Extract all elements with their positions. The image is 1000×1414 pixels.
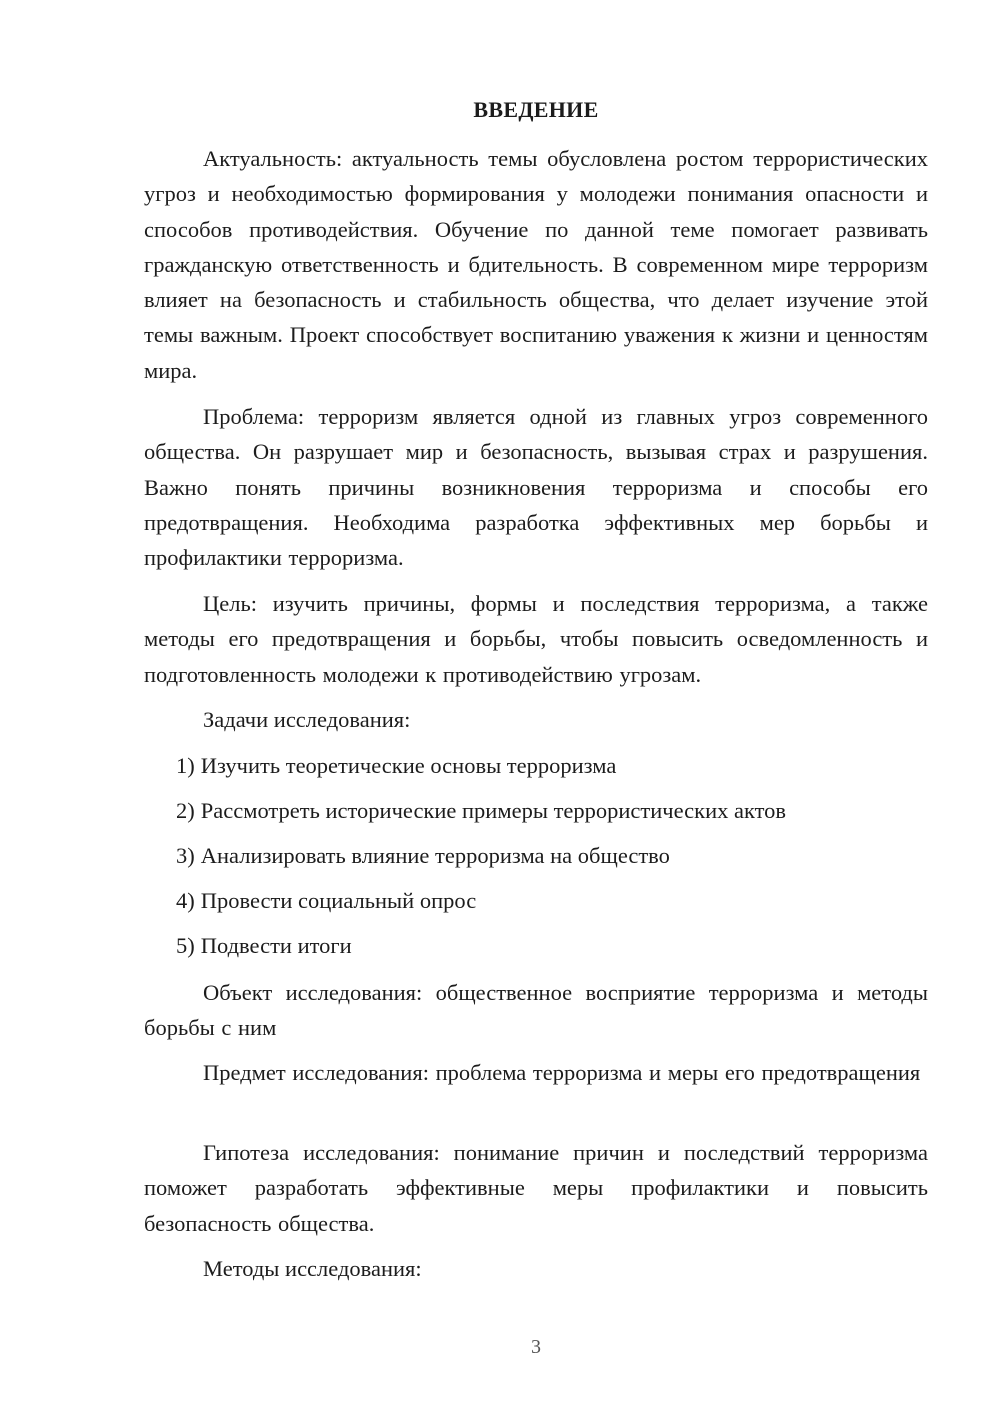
relevance-paragraph: Актуальность: актуальность темы обусловлена ростом террористических угроз и необходимостью формирования у молодежи понимания опасности и способов противодействия. Обучение по данной теме помогает развивать гражданскую ответственность и бдительность. В современном мире терроризм влияет на безопасность и стабильность общества, что делает изучение этой темы важным. Проект способствует воспитанию уважения к жизни и ценностям мира.: [144, 146, 928, 383]
task-text: Анализировать влияние терроризма на общество: [200, 843, 670, 868]
task-number: 1): [176, 753, 195, 778]
methods-heading: Методы исследования:: [203, 1256, 422, 1281]
document-page: [144, 0, 928, 1414]
task-number: 4): [176, 888, 195, 913]
task-item: [176, 883, 928, 918]
task-item: [176, 928, 928, 963]
page-number: 3: [531, 1336, 541, 1358]
task-number: 5): [176, 933, 195, 958]
hypothesis-paragraph: Гипотеза исследования: понимание причин и последствий терроризма поможет разработать эффективные меры профилактики и повысить безопасность общества.: [144, 1140, 928, 1236]
task-number: 3): [176, 843, 195, 868]
task-text: Подвести итоги: [200, 933, 352, 958]
task-item: [176, 748, 928, 783]
tasks-heading: Задачи исследования:: [203, 707, 411, 732]
subject-paragraph: Предмет исследования: проблема терроризма и меры его предотвращения: [203, 1060, 921, 1085]
task-item: [176, 838, 928, 873]
object-paragraph: Объект исследования: общественное восприятие терроризма и методы борьбы с ним: [144, 980, 928, 1041]
task-text: Провести социальный опрос: [200, 888, 477, 913]
task-item: [176, 793, 928, 828]
goal-paragraph: Цель: изучить причины, формы и последствия терроризма, а также методы его предотвращения и борьбы, чтобы повысить осведомленность и подготовленность молодежи к противодействию угрозам.: [144, 591, 928, 687]
task-text: Рассмотреть исторические примеры террористических актов: [200, 798, 787, 823]
section-heading: ВВЕДЕНИЕ: [473, 97, 599, 122]
task-text: Изучить теоретические основы терроризма: [200, 753, 617, 778]
task-number: 2): [176, 798, 195, 823]
problem-paragraph: Проблема: терроризм является одной из главных угроз современного общества. Он разрушает мир и безопасность, вызывая страх и разрушения. Важно понять причины возникновения терроризма и способы его предотвращения. Необходима разработка эффективных мер борьбы и профилактики терроризма.: [144, 404, 928, 571]
